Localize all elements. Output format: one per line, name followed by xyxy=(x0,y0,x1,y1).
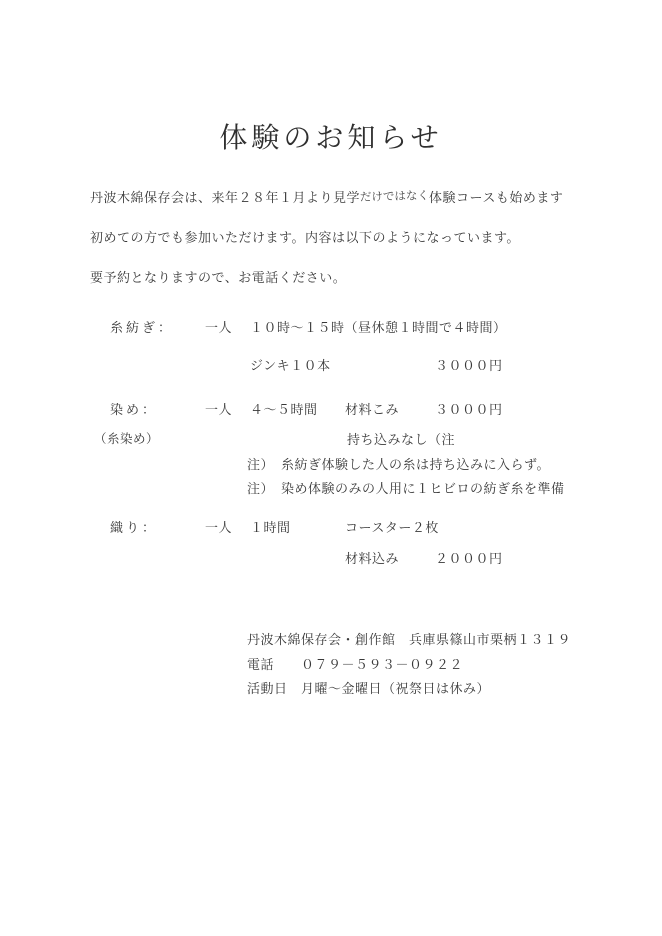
course-weaving-name: 織り： xyxy=(110,520,159,535)
footer-phone: 電話 ０７９－５９３－０９２２ xyxy=(247,657,464,672)
course-weaving-time: １時間 xyxy=(250,520,291,535)
handwritten-insert: だけではなく xyxy=(359,190,430,204)
course-dyeing-note-1: 注） 糸紡ぎ体験した人の糸は持ち込みに入らず。 xyxy=(247,457,550,472)
intro-line-3: 要予約となりますので、お電話ください。 xyxy=(90,270,347,285)
course-spinning-item: ジンキ１０本 xyxy=(250,358,331,373)
course-spinning-name: 糸紡ぎ： xyxy=(110,320,175,335)
course-weaving-person: 一人 xyxy=(205,520,233,535)
course-spinning-time: １０時～１５時（昼休憩１時間で４時間） xyxy=(250,320,507,335)
footer-address: 丹波木綿保存会・創作館 兵庫県篠山市栗柄１３１９ xyxy=(247,632,572,647)
document-title: 体験のお知らせ xyxy=(219,123,443,154)
course-spinning-price: ３０００円 xyxy=(435,358,503,373)
course-weaving-material: 材料込み xyxy=(345,551,400,566)
course-dyeing-name: 染め： xyxy=(110,402,159,417)
footer-schedule: 活動日 月曜～金曜日（祝祭日は休み） xyxy=(247,681,491,696)
intro-line1-post: 体験コースも始めます xyxy=(429,190,564,205)
course-dyeing-material: 材料こみ xyxy=(345,402,400,417)
course-spinning-person: 一人 xyxy=(205,320,233,335)
course-weaving-item: コースター２枚 xyxy=(345,520,439,535)
course-dyeing-time: ４～５時間 xyxy=(250,402,318,417)
intro-line1-pre: 丹波木綿保存会は、来年２８年１月より見学 xyxy=(90,190,361,205)
course-weaving-price: ２０００円 xyxy=(435,551,503,566)
course-dyeing-person: 一人 xyxy=(205,402,233,417)
course-dyeing-subname: （糸染め） xyxy=(94,432,160,446)
course-dyeing-price: ３０００円 xyxy=(435,402,503,417)
intro-line-1 xyxy=(90,190,563,207)
course-dyeing-material-note: 持ち込みなし（注 xyxy=(347,432,456,447)
intro-line-2: 初めての方でも参加いただけます。内容は以下のようになっています。 xyxy=(90,230,520,245)
course-dyeing-note-2: 注） 染め体験のみの人用に１ヒビロの紡ぎ糸を準備 xyxy=(247,481,565,496)
